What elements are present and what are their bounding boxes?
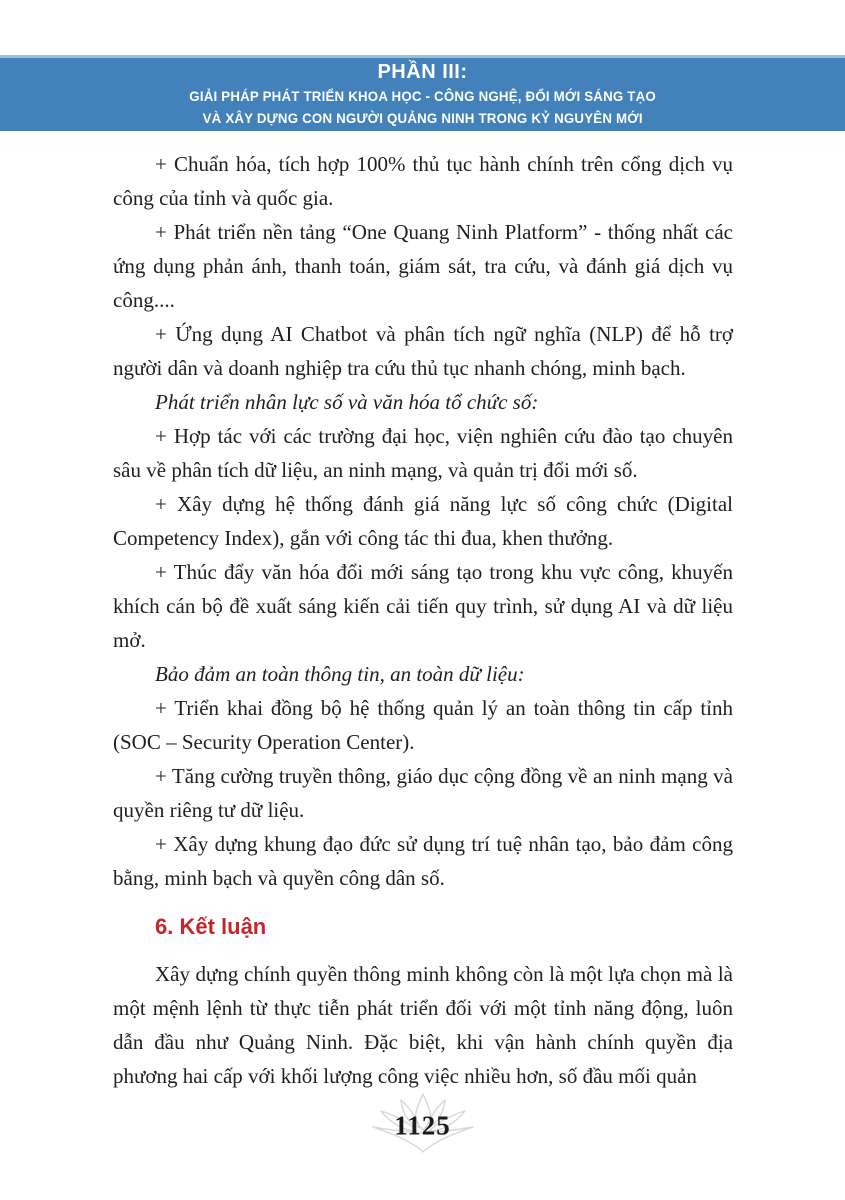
section-heading: 6. Kết luận bbox=[155, 914, 267, 939]
lotus-ornament bbox=[371, 1093, 475, 1155]
part-subtitle-line1: GIẢI PHÁP PHÁT TRIỂN KHOA HỌC - CÔNG NGHỆ, ĐỔI MỚI SÁNG TẠO bbox=[189, 88, 656, 104]
page-footer bbox=[0, 1093, 845, 1155]
page-number: 1125 bbox=[394, 1110, 451, 1141]
body-paragraph: + Ứng dụng AI Chatbot và phân tích ngữ nghĩa (NLP) để hỗ trợ người dân và doanh nghiệp tra cứu thủ tục nhanh chóng, minh bạch. bbox=[113, 322, 733, 380]
body-paragraph: + Thúc đẩy văn hóa đổi mới sáng tạo trong khu vực công, khuyến khích cán bộ đề xuất sáng kiến cải tiến quy trình, sử dụng AI và dữ liệu mở. bbox=[113, 560, 733, 652]
body-paragraph: + Xây dựng hệ thống đánh giá năng lực số công chức (Digital Competency Index), gắn với công tác thi đua, khen thưởng. bbox=[113, 492, 733, 550]
part-subtitle-line2: VÀ XÂY DỰNG CON NGƯỜI QUẢNG NINH TRONG KỶ NGUYÊN MỚI bbox=[202, 110, 643, 126]
body-paragraph: + Phát triển nền tảng “One Quang Ninh Platform” - thống nhất các ứng dụng phản ánh, thanh toán, giám sát, tra cứu, và đánh giá dịch vụ công.... bbox=[113, 220, 733, 312]
body-text bbox=[113, 131, 733, 1093]
body-paragraph: + Xây dựng khung đạo đức sử dụng trí tuệ nhân tạo, bảo đảm công bằng, minh bạch và quyền công dân số. bbox=[113, 832, 733, 890]
part-header-banner bbox=[0, 55, 845, 131]
body-paragraph: + Tăng cường truyền thông, giáo dục cộng đồng về an ninh mạng và quyền riêng tư dữ liệu. bbox=[113, 764, 733, 822]
body-paragraph: Xây dựng chính quyền thông minh không còn là một lựa chọn mà là một mệnh lệnh từ thực tiễn phát triển đối với một tỉnh năng động, luôn dẫn đầu như Quảng Ninh. Đặc biệt, khi vận hành chính quyền địa phương hai cấp với khối lượng công việc nhiều hơn, số đầu mối quản bbox=[113, 962, 733, 1088]
part-title: PHẦN III: bbox=[377, 61, 468, 83]
italic-subheading: Bảo đảm an toàn thông tin, an toàn dữ liệu: bbox=[155, 662, 525, 686]
body-paragraph: + Triển khai đồng bộ hệ thống quản lý an toàn thông tin cấp tỉnh (SOC – Security Operation Center). bbox=[113, 696, 733, 754]
body-paragraph: + Chuẩn hóa, tích hợp 100% thủ tục hành chính trên cổng dịch vụ công của tỉnh và quốc gia. bbox=[113, 152, 733, 210]
body-paragraph: + Hợp tác với các trường đại học, viện nghiên cứu đào tạo chuyên sâu về phân tích dữ liệu, an ninh mạng, và quản trị đổi mới số. bbox=[113, 424, 733, 482]
italic-subheading: Phát triển nhân lực số và văn hóa tổ chức số: bbox=[155, 390, 539, 414]
